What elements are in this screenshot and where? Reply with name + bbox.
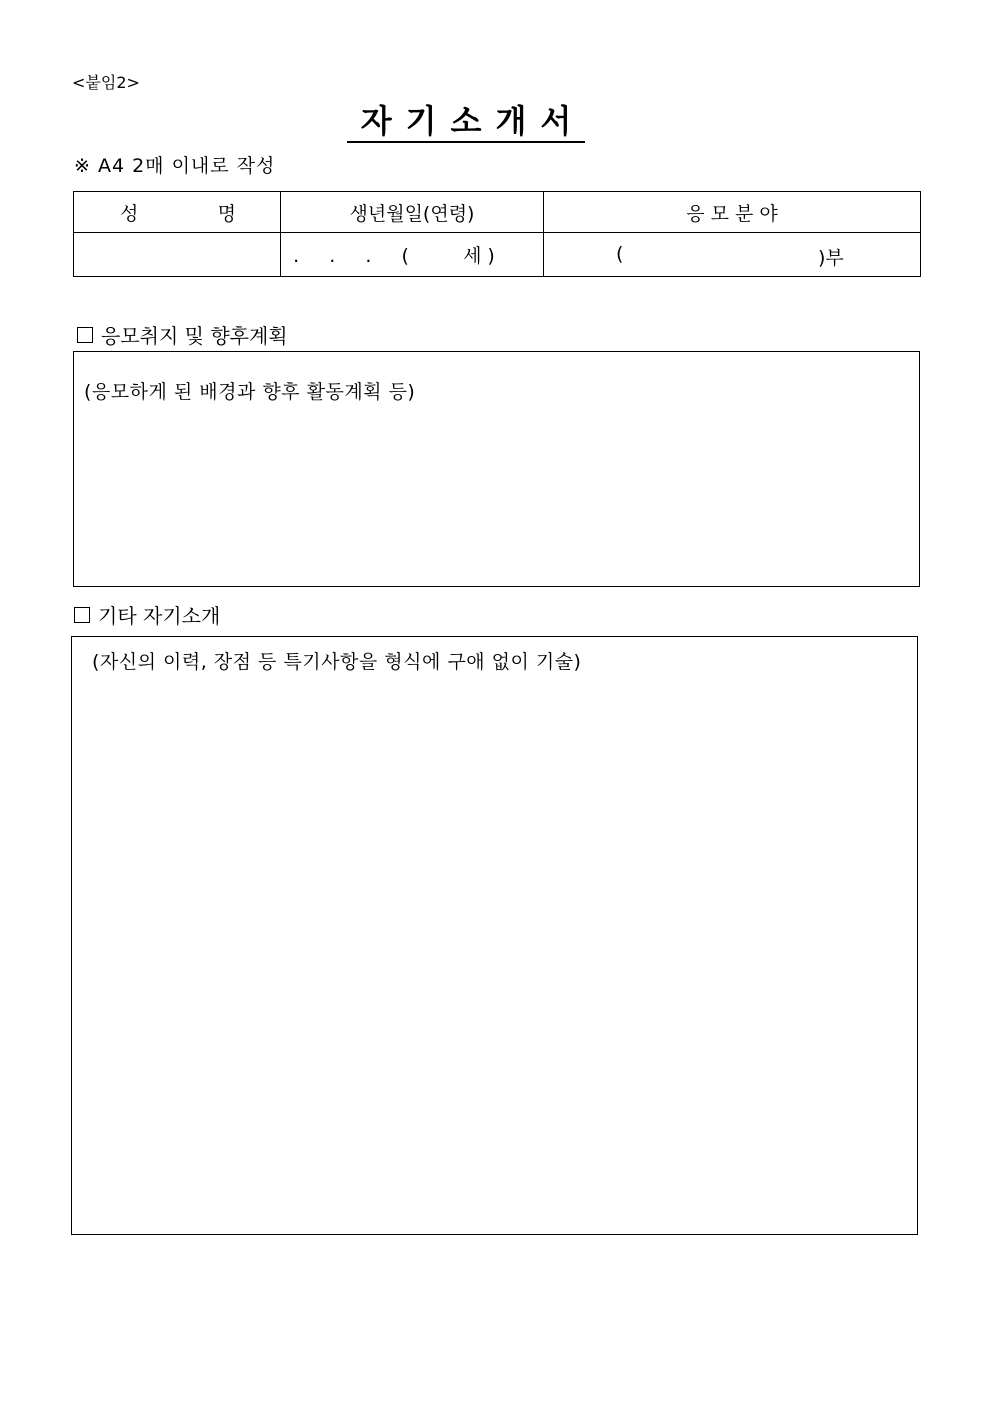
field-input-cell[interactable] <box>544 233 921 277</box>
page-limit-note: ※ A4 2매 이내로 작성 <box>74 155 276 177</box>
attachment-label: <붙임2> <box>72 73 140 92</box>
section-heading-motivation <box>77 320 288 349</box>
self-intro-writing-box[interactable] <box>71 636 918 1235</box>
document-title-text: 자기소개서 <box>347 102 586 143</box>
section-heading-self-intro-text: 기타 자기소개 <box>98 604 221 628</box>
name-input-cell[interactable] <box>74 233 281 277</box>
section-heading-self-intro <box>74 600 220 629</box>
birth-input-cell[interactable] <box>281 233 544 277</box>
info-table-header-row <box>74 192 921 233</box>
field-close-suffix: )부 <box>818 247 844 269</box>
applicant-info-table <box>73 191 921 277</box>
field-open-paren: ( <box>616 243 624 265</box>
document-title <box>0 96 932 142</box>
birth-placeholder: . . . ( 세) <box>293 245 501 267</box>
self-intro-guide-text: (자신의 이력, 장점 등 특기사항을 형식에 구애 없이 기술) <box>92 651 582 673</box>
name-header-first: 성 <box>120 202 139 225</box>
field-header-cell: 응 모 분 야 <box>544 192 921 233</box>
birth-header-cell: 생년월일(연령) <box>281 192 544 233</box>
name-header-second: 명 <box>217 202 236 225</box>
motivation-guide-text: (응모하게 된 배경과 향후 활동계획 등) <box>84 381 416 403</box>
name-header-cell <box>74 192 281 233</box>
motivation-writing-box[interactable] <box>73 351 920 587</box>
info-table-input-row <box>74 233 921 277</box>
checkbox-icon <box>77 327 93 343</box>
checkbox-icon <box>74 607 90 623</box>
section-heading-motivation-text: 응모취지 및 향후계획 <box>101 324 288 348</box>
